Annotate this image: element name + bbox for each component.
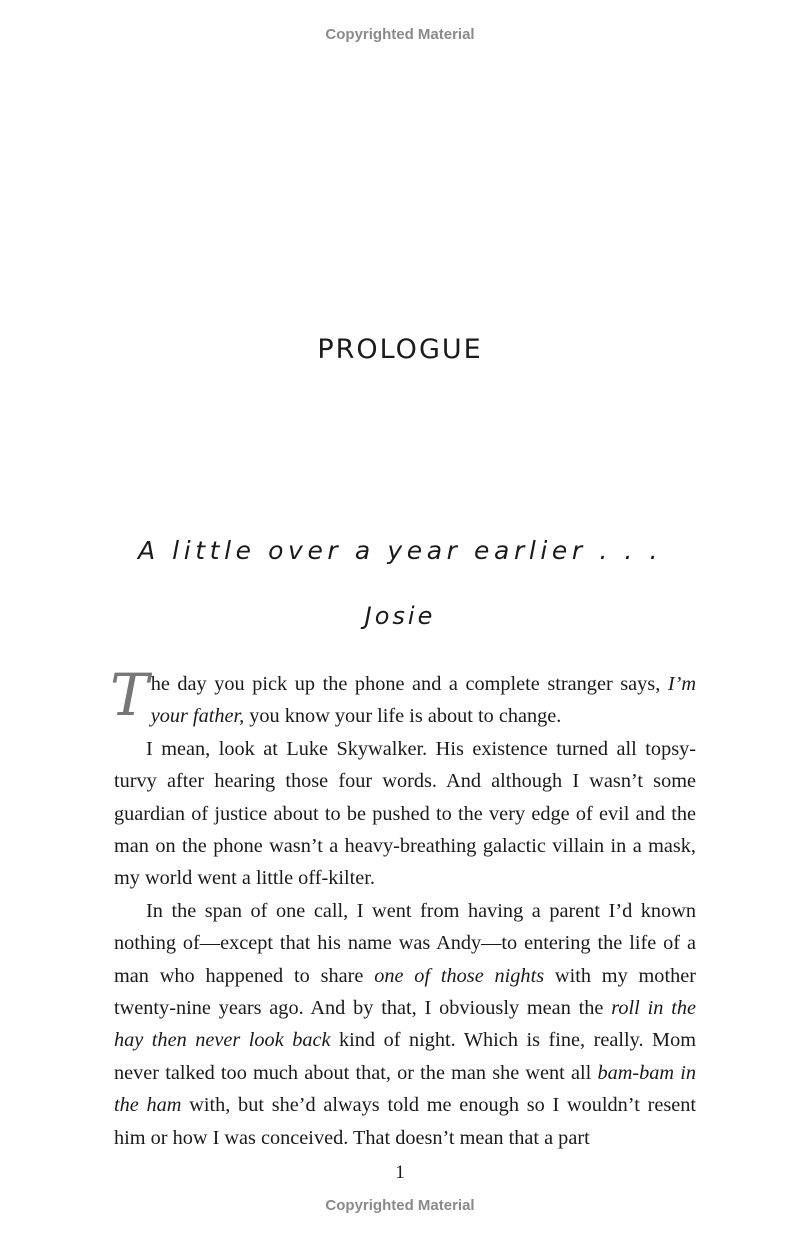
paragraph-3-text-1: In the span of one call, I went from having a parent I’d known nothing of—except that his name was Andy—to entering the life of a man who happened to share: [114, 899, 696, 987]
paragraph-1-text-1: he day you pick up the phone and a complete stranger says,: [150, 673, 668, 695]
paragraph-3-text-2: with my mother twenty-nine years ago. And by that, I obviously mean the: [114, 964, 696, 1020]
paragraph-1-italic-1: I’m your father,: [150, 673, 696, 728]
paragraph-1: [110, 661, 696, 733]
page-number: 1: [395, 1162, 405, 1183]
paragraph-3-text-3: kind of night. Which is fine, really. Mom never talked too much about that, or the man she went all: [114, 1029, 696, 1084]
paragraph-3-italic-1: one of those nights: [374, 964, 545, 987]
chapter-subtitle: A little over a year earlier . . .: [137, 536, 663, 565]
paragraph-1-text-2: you know your life is about to change.: [244, 705, 562, 728]
paragraph-2-text-1: I mean, look at Luke Skywalker. His existence turned all topsy-turvy after hearing those four words. And although I wasn’t some guardian of justice about to be pushed to the very edge of evil and the man on the phone wasn’t a heavy-breathing galactic villain in a mask, my world went a little off-kilter.: [114, 737, 696, 890]
paragraph-2: [114, 733, 696, 895]
footer-copyright-notice: Copyrighted Material: [325, 1197, 475, 1214]
paragraph-3-italic-2: roll in the hay then never look back: [114, 997, 696, 1052]
pov-character-heading: Josie: [364, 602, 436, 630]
paragraph-3: [114, 895, 696, 1154]
drop-cap: T: [110, 661, 149, 729]
body-text: [110, 661, 696, 1154]
header-copyright-notice: Copyrighted Material: [325, 26, 475, 43]
chapter-title: PROLOGUE: [317, 334, 483, 365]
paragraph-3-text-4: with, but she’d always told me enough so I wouldn’t resent him or how I was conceived. That doesn’t mean that a part: [114, 1094, 696, 1149]
paragraph-3-italic-3: bam-bam in the ham: [114, 1061, 696, 1117]
